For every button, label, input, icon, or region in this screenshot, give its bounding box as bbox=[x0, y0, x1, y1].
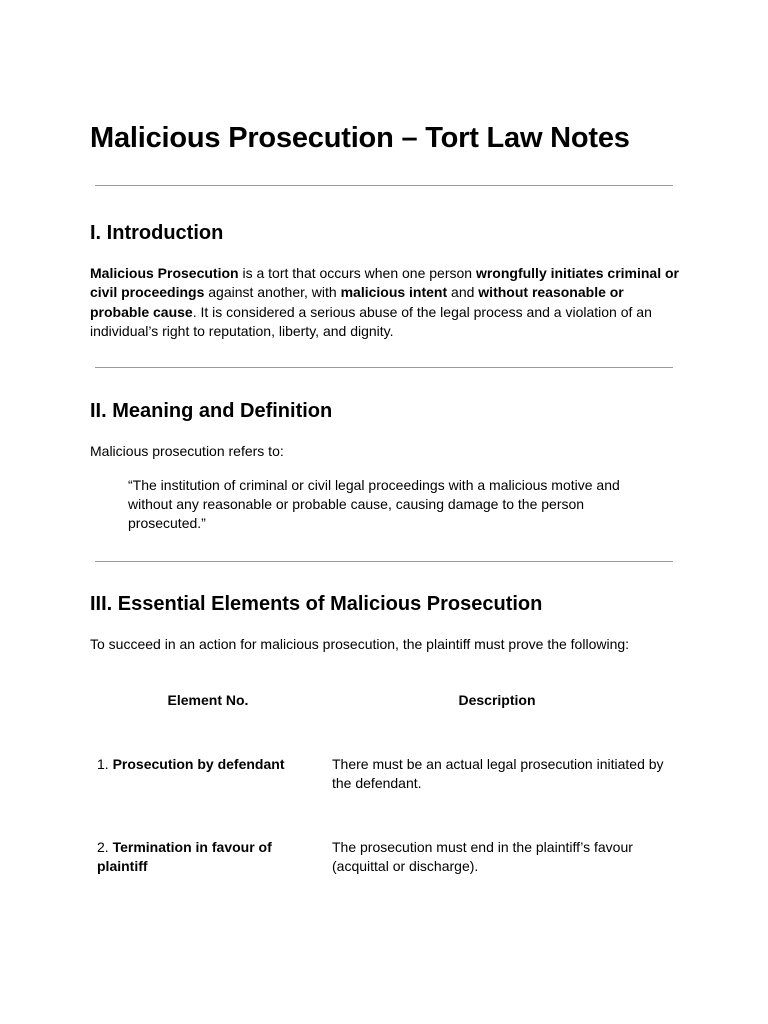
element-name: Termination in favour of plaintiff bbox=[97, 839, 272, 874]
section-heading-introduction: I. Introduction bbox=[90, 222, 224, 244]
table-cell-description: The prosecution must end in the plaintiff’s favour (acquittal or discharge). bbox=[332, 839, 633, 874]
table-header-description: Description bbox=[458, 692, 536, 708]
table-cell-element bbox=[97, 838, 312, 876]
elements-lead: To succeed in an action for malicious prosecution, the plaintiff must prove the following: bbox=[90, 636, 630, 652]
term-without-reasonable-cause: without reasonable or probable cause bbox=[90, 284, 624, 320]
element-name: Prosecution by defendant bbox=[112, 756, 285, 772]
table-cell-element bbox=[97, 755, 312, 774]
divider bbox=[95, 185, 673, 186]
term-wrongfully-initiates: wrongfully initiates criminal or civil proceedings bbox=[90, 265, 679, 301]
element-number: 2. bbox=[97, 839, 113, 855]
definition-quote: “The institution of criminal or civil legal proceedings with a malicious motive and without any reasonable or probable cause, causing damage to the person prosecuted.” bbox=[128, 477, 620, 531]
meaning-lead: Malicious prosecution refers to: bbox=[90, 443, 284, 459]
text-span: is a tort that occurs when one person bbox=[238, 265, 476, 281]
section-heading-elements: III. Essential Elements of Malicious Prosecution bbox=[90, 593, 543, 615]
table-cell-description: There must be an actual legal prosecution initiated by the defendant. bbox=[332, 756, 664, 791]
introduction-paragraph bbox=[90, 264, 680, 341]
element-number: 1. bbox=[97, 756, 113, 772]
term-malicious-intent: malicious intent bbox=[340, 284, 448, 301]
section-heading-meaning: II. Meaning and Definition bbox=[90, 400, 333, 422]
text-span: . It is considered a serious abuse of the legal process and a violation of an individual’s right to reputation, liberty, and dignity. bbox=[90, 303, 652, 339]
document-title: Malicious Prosecution – Tort Law Notes bbox=[90, 122, 630, 154]
text-span: against another, with bbox=[204, 284, 341, 301]
divider bbox=[95, 561, 673, 562]
table-header-element-no: Element No. bbox=[167, 692, 249, 708]
divider bbox=[95, 367, 673, 368]
term-malicious-prosecution: Malicious Prosecution bbox=[90, 265, 239, 281]
text-span: and bbox=[447, 284, 479, 301]
